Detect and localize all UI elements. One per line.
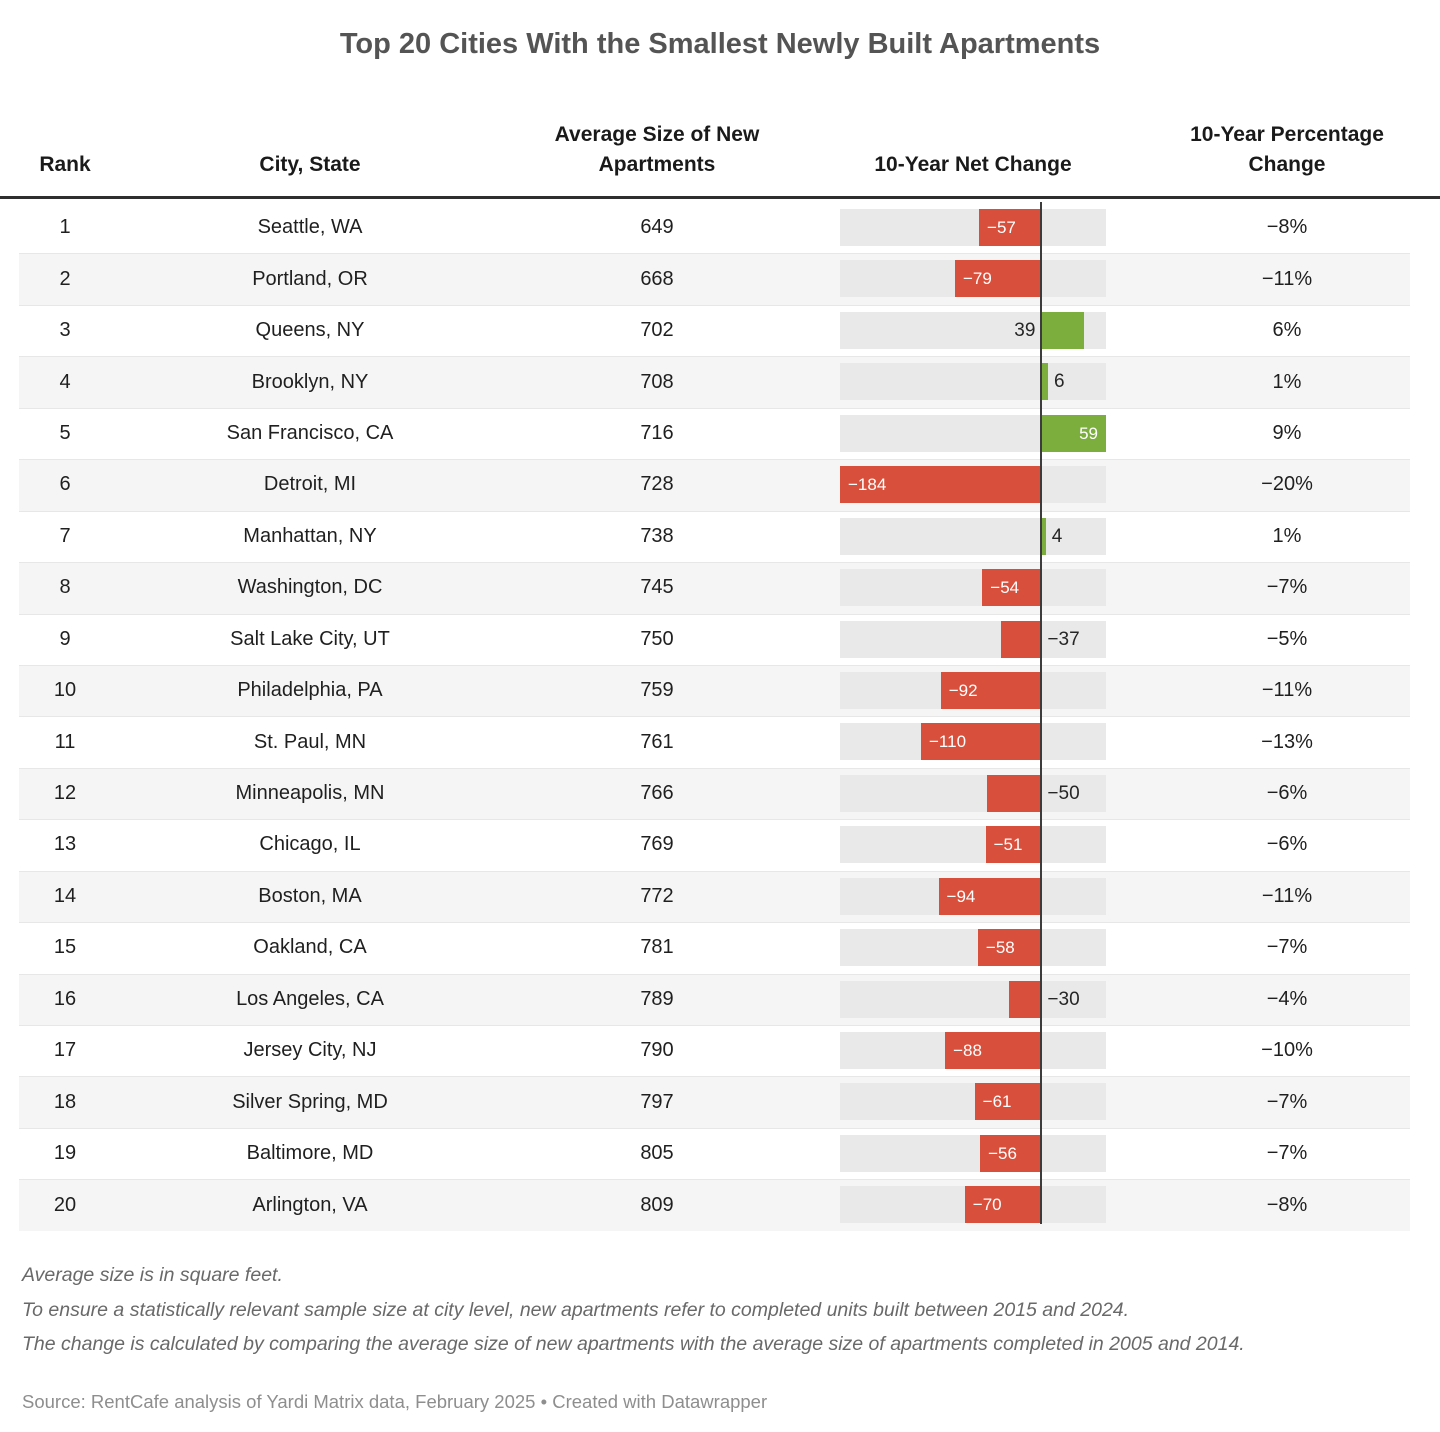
table-row [0,253,1440,304]
city-state-cell: Los Angeles, CA [236,987,384,1010]
rank-cell: 11 [54,730,76,753]
column-header-net-change: 10-Year Net Change [874,153,1072,176]
net-change-value-label: 39 [1014,319,1036,341]
table-row [0,1128,1440,1179]
pct-change-cell: −10% [1261,1039,1313,1062]
table-row [0,716,1440,767]
avg-size-cell: 728 [640,473,674,496]
net-change-track [840,878,1106,915]
table-row [0,665,1440,716]
pct-change-cell: −11% [1261,884,1313,907]
pct-change-cell: −7% [1266,1142,1308,1165]
rank-cell: 4 [59,370,71,393]
rank-cell: 15 [53,936,77,959]
city-state-cell: Silver Spring, MD [232,1090,388,1113]
city-state-cell: Salt Lake City, UT [230,627,390,650]
net-change-bar [1001,621,1042,658]
rank-cell: 14 [53,884,77,907]
table-row [0,459,1440,510]
rank-cell: 18 [53,1090,77,1113]
rank-cell: 1 [59,216,71,239]
city-state-cell: Washington, DC [237,576,383,599]
rank-cell: 20 [53,1193,77,1216]
city-state-cell: Chicago, IL [259,833,361,856]
column-header-pct-change: 10-Year Percentage Change [1190,123,1384,176]
avg-size-cell: 772 [640,884,674,907]
net-change-track [840,260,1106,297]
net-change-bar [1009,981,1042,1018]
rank-cell: 8 [59,576,71,599]
table-row [0,974,1440,1025]
table-header-row [0,110,1440,199]
rank-cell: 10 [53,679,77,702]
avg-size-cell: 790 [640,1039,674,1062]
net-change-value-label: −30 [1047,988,1080,1010]
table-row [0,305,1440,356]
net-change-value-label: −54 [990,578,1020,598]
net-change-track [840,621,1106,658]
rank-cell: 9 [59,627,71,650]
pct-change-cell: 9% [1272,421,1302,444]
pct-change-cell: −8% [1266,216,1308,239]
city-state-cell: Philadelphia, PA [237,679,383,702]
net-change-track [840,1083,1106,1120]
net-change-track [840,1186,1106,1223]
net-change-value-label: −37 [1047,628,1080,650]
table-row [0,1179,1440,1230]
net-change-bar [1041,312,1084,349]
pct-change-cell: −11% [1261,679,1313,702]
net-change-value-label: −184 [848,475,887,495]
rank-cell: 16 [53,987,77,1010]
net-change-track [840,826,1106,863]
net-change-track [840,209,1106,246]
avg-size-cell: 745 [640,576,674,599]
avg-size-cell: 769 [640,833,674,856]
pct-change-cell: −6% [1266,833,1308,856]
net-change-value-label: −110 [929,732,967,752]
pct-change-cell: −11% [1261,267,1313,290]
avg-size-cell: 668 [640,267,674,290]
avg-size-cell: 738 [640,524,674,547]
city-state-cell: Manhattan, NY [243,524,377,547]
rank-cell: 13 [53,833,77,856]
net-change-value-label: −56 [988,1143,1017,1163]
net-change-track [840,929,1106,966]
table-row [0,614,1440,665]
pct-change-cell: −13% [1261,730,1313,753]
net-change-value-label: −70 [972,1195,1002,1215]
avg-size-cell: 789 [640,987,674,1010]
table-row [0,1076,1440,1127]
city-state-cell: Brooklyn, NY [251,370,369,393]
avg-size-cell: 766 [640,782,674,805]
table-row [0,202,1440,253]
net-change-track [840,672,1106,709]
pct-change-cell: 6% [1272,319,1302,342]
city-state-cell: Boston, MA [258,884,362,907]
net-change-value-label: −61 [982,1092,1012,1112]
avg-size-cell: 809 [640,1193,674,1216]
table-row [0,819,1440,870]
city-state-cell: Detroit, MI [263,473,357,496]
column-header-rank: Rank [39,153,91,176]
net-change-track [840,1032,1106,1069]
net-change-track [840,466,1106,503]
table-row [0,1025,1440,1076]
net-change-value-label: −79 [962,269,992,289]
footnotes [22,1258,1416,1362]
avg-size-cell: 702 [640,319,674,342]
net-change-value-label: 6 [1053,371,1065,393]
net-change-track [840,1135,1106,1172]
pct-change-cell: −8% [1266,1193,1308,1216]
net-change-value-label: −51 [993,835,1023,855]
column-header-city-state: City, State [259,153,361,176]
city-state-cell: Baltimore, MD [246,1142,374,1165]
pct-change-cell: −7% [1266,1090,1308,1113]
city-state-cell: Minneapolis, MN [235,782,385,805]
city-state-cell: Jersey City, NJ [243,1039,377,1062]
net-change-track [840,518,1106,555]
net-change-value-label: 59 [1079,423,1098,443]
rank-cell: 12 [53,782,77,805]
pct-change-cell: −7% [1266,576,1308,599]
rank-cell: 3 [59,319,71,342]
table-row [0,408,1440,459]
net-change-value-label: −58 [985,938,1015,958]
net-change-value-label: −50 [1047,782,1080,804]
city-state-cell: Arlington, VA [252,1193,368,1216]
net-change-track [840,569,1106,606]
avg-size-cell: 781 [640,936,674,959]
avg-size-cell: 708 [640,370,674,393]
city-state-cell: Portland, OR [252,267,368,290]
chart-title: Top 20 Cities With the Smallest Newly Built Apartments [339,28,1101,60]
rank-cell: 6 [59,473,71,496]
pct-change-cell: −20% [1261,473,1313,496]
net-change-bar [987,775,1042,812]
avg-size-cell: 716 [640,421,674,444]
net-change-value-label: −88 [953,1041,982,1060]
table-row [0,356,1440,407]
avg-size-cell: 750 [640,627,674,650]
footnote: To ensure a statistically relevant sample size at city level, new apartments refer to completed units built between 2015 and 2024. [22,1298,1130,1321]
net-change-value-label: −57 [987,218,1016,237]
net-change-value-label: −92 [948,680,978,700]
city-state-cell: San Francisco, CA [226,421,394,444]
avg-size-cell: 759 [640,679,674,702]
net-change-track [840,312,1106,349]
table-row [0,871,1440,922]
table-row [0,511,1440,562]
footnote: Average size is in square feet. [22,1264,283,1286]
avg-size-cell: 761 [640,730,674,753]
pct-change-cell: −5% [1266,627,1308,650]
source-attribution: Source: RentCafe analysis of Yardi Matrix data, February 2025 • Created with Datawrapper [22,1391,768,1412]
table-row [0,922,1440,973]
footnote: The change is calculated by comparing the average size of new apartments with the average size of apartments completed in 2005 and 2014. [22,1333,1245,1355]
avg-size-cell: 805 [640,1142,674,1165]
pct-change-cell: −4% [1266,987,1308,1010]
net-change-value-label: 4 [1051,525,1063,547]
avg-size-cell: 797 [640,1090,674,1113]
net-change-track [840,363,1106,400]
rank-cell: 2 [59,267,71,290]
zero-axis-line [1040,202,1042,1224]
pct-change-cell: −6% [1266,782,1308,805]
pct-change-cell: 1% [1272,370,1302,393]
city-state-cell: Oakland, CA [253,936,367,959]
avg-size-cell: 649 [640,216,674,239]
city-state-cell: Seattle, WA [257,216,363,239]
pct-change-cell: −7% [1266,936,1308,959]
table-body [0,202,1440,1231]
table-row [0,562,1440,613]
rank-cell: 17 [53,1039,77,1062]
rank-cell: 5 [59,421,71,444]
net-change-track [840,775,1106,812]
pct-change-cell: 1% [1272,524,1302,547]
column-header-avg-size: Average Size of New Apartments [554,123,760,176]
net-change-track [840,723,1106,760]
city-state-cell: St. Paul, MN [253,730,367,753]
rank-cell: 7 [59,524,71,547]
net-change-track [840,981,1106,1018]
net-change-value-label: −94 [946,886,976,906]
net-change-track [840,415,1106,452]
rank-cell: 19 [53,1142,77,1165]
city-state-cell: Queens, NY [255,319,365,342]
table-row [0,768,1440,819]
